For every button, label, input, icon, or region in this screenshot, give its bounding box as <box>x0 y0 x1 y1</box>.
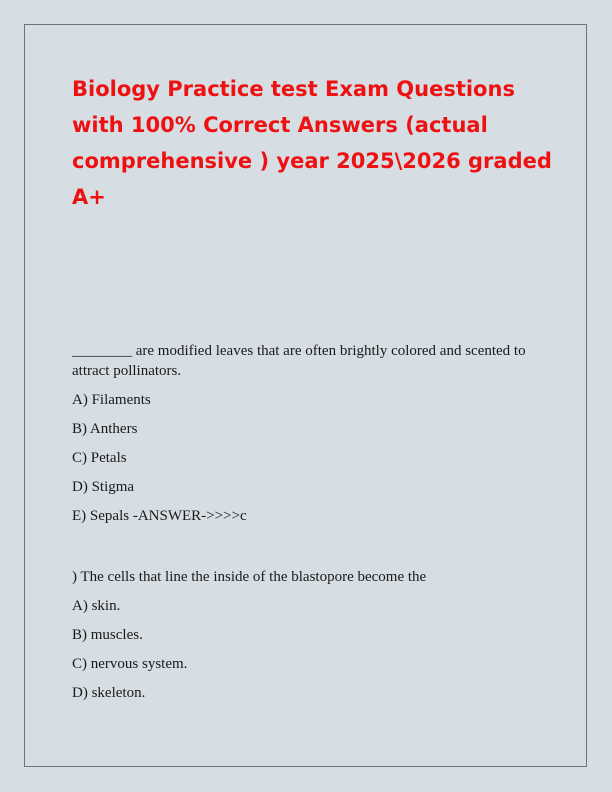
option-d: D) Stigma <box>72 479 135 495</box>
option-c: C) Petals <box>72 450 127 466</box>
question-2-options <box>72 596 552 703</box>
question-1-options <box>72 390 552 526</box>
question-2-text: ) The cells that line the inside of the blastopore become the <box>72 569 427 585</box>
option-c: C) nervous system. <box>72 656 188 672</box>
question-2 <box>72 567 552 703</box>
question-1-text: ________ are modified leaves that are often brightly colored and scented to attract pollinators. <box>72 343 526 379</box>
option-d: D) skeleton. <box>72 685 146 701</box>
document-title: Biology Practice test Exam Questions with 100% Correct Answers (actual comprehensive ) year 2025\2026 graded A+ <box>72 77 552 209</box>
option-b: B) muscles. <box>72 627 143 643</box>
option-e-with-answer: E) Sepals -ANSWER->>>>c <box>72 508 247 524</box>
option-a: A) Filaments <box>72 392 151 408</box>
option-a: A) skin. <box>72 598 121 614</box>
question-1 <box>72 341 552 526</box>
option-b: B) Anthers <box>72 421 138 437</box>
